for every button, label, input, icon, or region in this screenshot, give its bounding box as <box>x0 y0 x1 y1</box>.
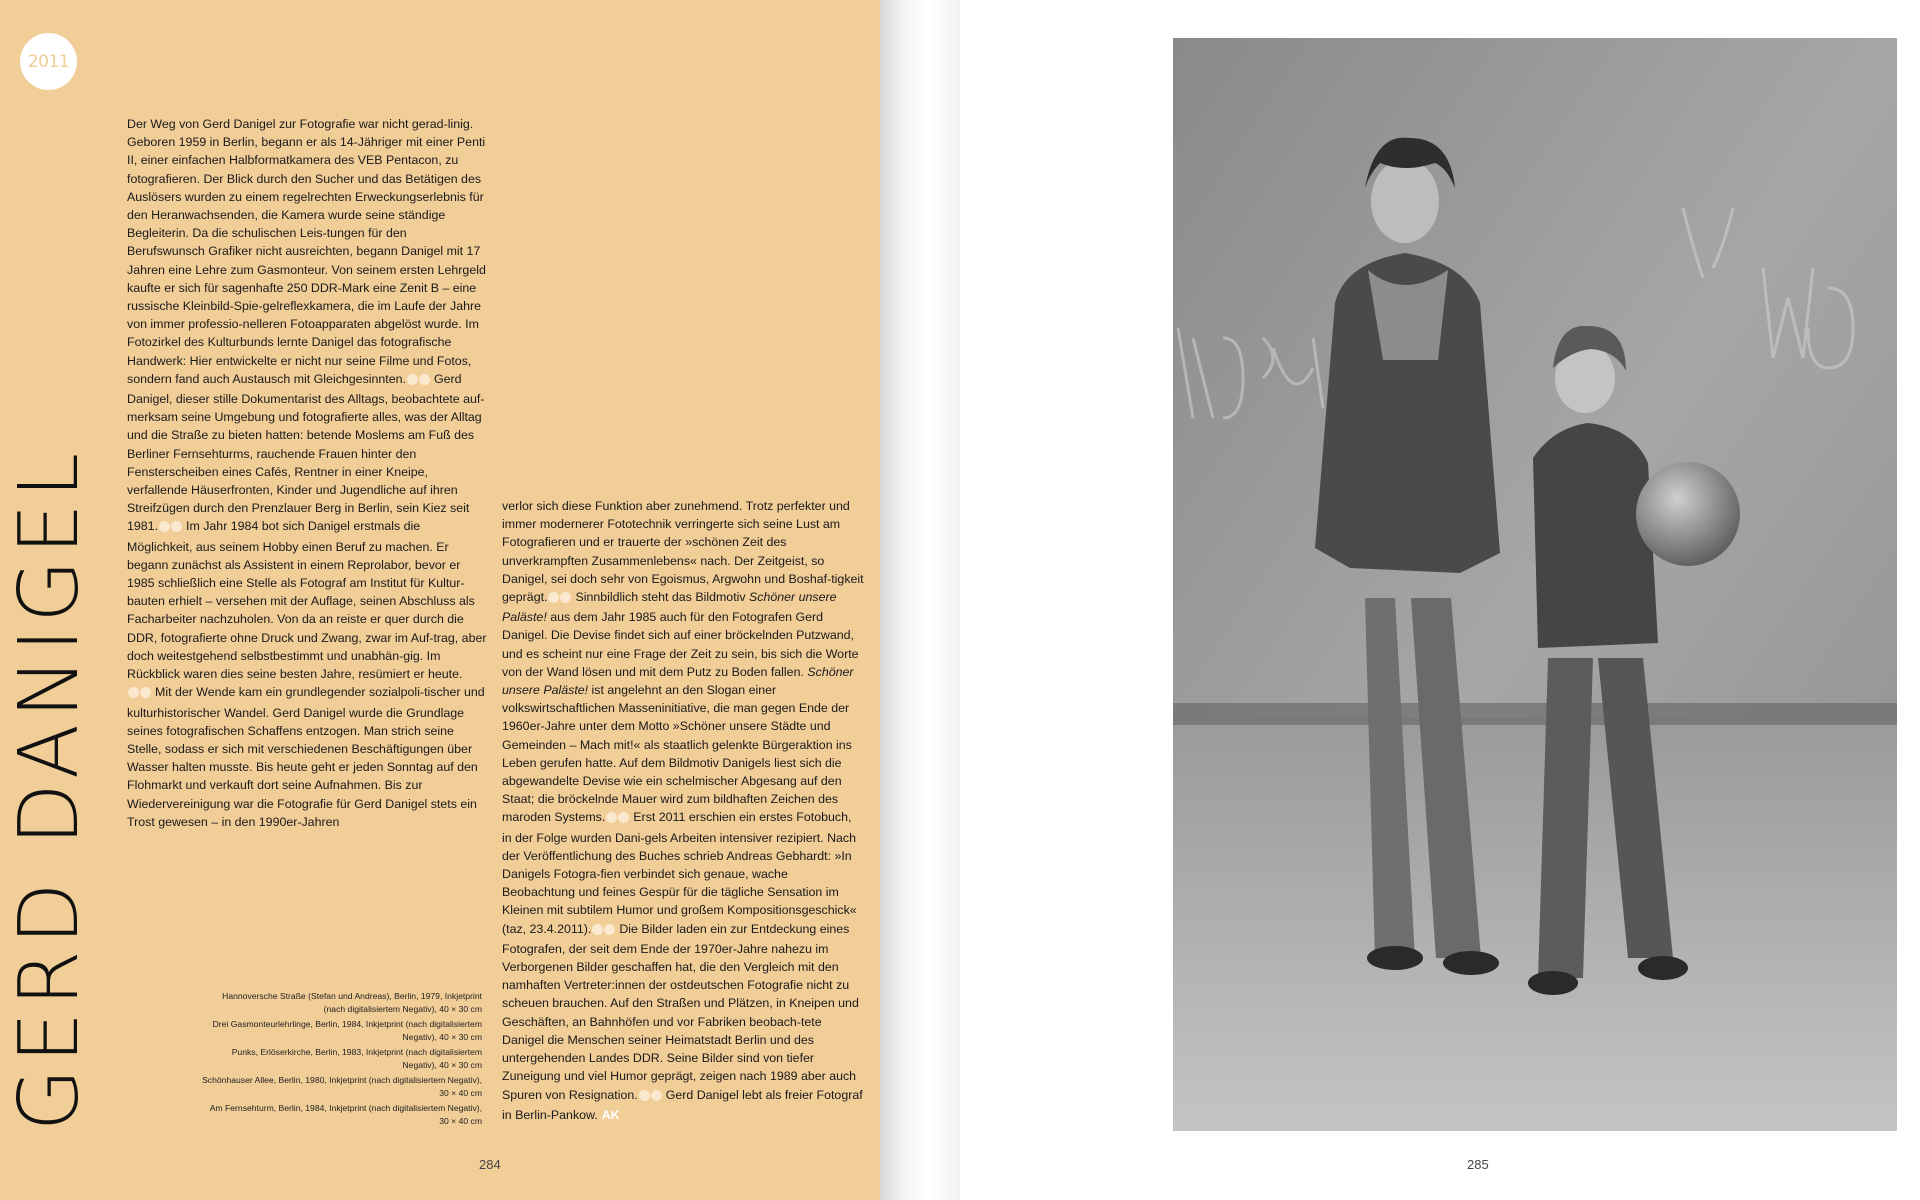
separator-dots-icon <box>606 810 630 828</box>
separator-dots-icon <box>592 922 616 940</box>
artwork-title: Schöner unsere Paläste! <box>502 664 854 698</box>
para-6c: ist angelehnt an den Slogan einer volkswirtschaftlichen Masseninitiative, die man gegen Ende der 1960er-Jahre unter dem Motto »Schöner unsere Städte und Gemeinden – Mach mit!« als staatlich gelenkte Bürgeraktion ins Leben gerufen hatte. Auf dem Bildmotiv Danigels liest sich die abgewandelte Devise wie ein schelmischer Abgesang auf den Staat; die bröckelnde Mauer wird zum bildhaften Zeichen des maroden Systems. <box>502 683 852 825</box>
para-7: Erst 2011 erschien ein erstes Fotobuch, in der Folge wurden Dani-gels Arbeiten intensiver rezipiert. Nach der Veröffentlichung des Buches schrieb Andreas Gebhardt: »In Danigels Fotogra-fien verbindet sich genaue, wache Beobachtung und feines Gespür für die tägliche Sensation im Kleinen mit subtilem Humor und großem Kompositionsgeschick« (taz, 23.4.2011). <box>502 810 857 936</box>
caption: Drei Gasmonteurlehrlinge, Berlin, 1984, Inkjetprint (nach digitalisiertem Negativ), 40 × 30 cm <box>212 1019 482 1042</box>
para-1: Der Weg von Gerd Danigel zur Fotografie war nicht gerad-linig. Geboren 1959 in Berlin, begann er als 14-Jähriger mit einer Penti II, einer einfachen Halbformatkamera des VEB Pentacon, zu fotografieren. Der Blick durch den Sucher und das Betätigen des Auslösers wurden zu einem regelrechten Erweckungserlebnis für den Heranwachsenden, die Kamera wurde seine ständige Begleiterin. Da die schulischen Leis-tungen für den Berufswunsch Grafiker nicht ausreichten, begann Danigel mit 17 Jahren eine Lehre zum Gasmonteur. Von seinem ersten Lehrgeld kaufte er sich für sagenhafte 250 DDR-Mark eine Zenit B – eine russische Kleinbild-Spie-gelreflexkamera, die im Laufe der Jahre von immer professio-nelleren Fotoapparaten abgelöst wurde. Im Fotozirkel des Kulturbunds lernte Danigel das fotografische Handwerk: Hier entwickelte er nicht nur seine Filme und Fotos, sondern fand auch Austausch mit Gleichgesinnten. <box>127 117 486 386</box>
paragraph-continued <box>502 497 864 1124</box>
book-gutter <box>880 0 960 1200</box>
artist-name-container <box>2 115 97 1131</box>
left-page <box>0 0 880 1200</box>
wall-base <box>1173 703 1897 725</box>
artist-name <box>2 115 97 1131</box>
caption: Punks, Erlöserkirche, Berlin, 1983, Inkjetprint (nach digitalisiertem Negativ), 40 × 30 cm <box>231 1047 482 1070</box>
para-8: Die Bilder laden ein zur Entdeckung eines Fotografen, der seit dem Ende der 1970er-Jahre nahezu im Verborgenen Bilder geschaffen hat, die den Vergleich mit den namhaften Vertreter:innen der ostdeutschen Fotografie nicht zu scheuen brauchen. Auf den Straßen und Plätzen, in Kneipen und Geschäften, an Bahnhöfen und vor Fabriken beobach-tete Danigel die Menschen seiner Heimatstadt Berlin und des untergehenden Landes DDR. Seine Bilder sind von tiefer Zuneigung und viel Humor geprägt, zeigen nach 1989 aber auch Spuren von Resignation. <box>502 921 859 1102</box>
caption: Schönhauser Allee, Berlin, 1980, Inkjetprint (nach digitalisiertem Negativ), 30 × 40 cm <box>202 1075 482 1098</box>
para-5: verlor sich diese Funktion aber zunehmend. Trotz perfekter und immer modernerer Fototechnik verringerte sich seine Lust am Fotografieren und er trauerte der »schönen Zeit des unverkrampften Zusammenlebens« nach. Der Zeitgeist, so Danigel, sei doch sehr von Egoismus, Argwohn und Boshaf-tigkeit geprägt. <box>502 499 864 605</box>
caption: Hannoversche Straße (Stefan und Andreas), Berlin, 1979, Inkjetprint (nach digitalisiertem Negativ), 40 × 30 cm <box>222 991 482 1014</box>
ground <box>1173 718 1897 1131</box>
para-6b: aus dem Jahr 1985 auch für den Fotografen Gerd Danigel. Die Devise findet sich auf einer bröckelnden Putzwand, und es scheint nur eine Frage der Zeit zu sein, bis sich die Worte von der Wand lösen und mit dem Putz zu Boden fallen. <box>502 610 859 679</box>
photograph-two-boys-with-ball <box>1173 38 1897 1131</box>
photograph <box>1173 38 1897 1131</box>
para-4: Mit der Wende kam ein grundlegender sozialpoli-tischer und kulturhistorischer Wandel. Gerd Danigel wurde die Grundlage seines fotografischen Schaffens entzogen. Man strich seine Stelle, sodass er sich mit verschiedenen Beschäftigungen über Wasser halten musste. Bis heute geht er jeden Sonntag auf den Flohmarkt und verkauft dort seine Aufnahmen. Bis zur Wiedervereinigung war die Fotografie für Gerd Danigel stets ein Trost gewesen – in den 1990er-Jahren <box>127 685 485 829</box>
separator-dots-icon <box>548 590 572 608</box>
paragraph-intro <box>127 115 487 831</box>
separator-dots-icon <box>159 519 183 537</box>
caption: Am Fernsehturm, Berlin, 1984, Inkjetprint (nach digitalisiertem Negativ), 30 × 40 cm <box>209 1103 482 1126</box>
separator-dots-icon <box>407 372 431 390</box>
year-badge: 2011 <box>20 33 77 90</box>
page-number-left: 284 <box>479 1157 501 1172</box>
text-column-2 <box>502 497 864 1124</box>
ball <box>1636 462 1740 566</box>
image-captions <box>200 990 482 1130</box>
para-6a: Sinnbildlich steht das Bildmotiv <box>575 590 750 605</box>
para-2: Gerd Danigel, dieser stille Dokumentarist des Alltags, beobachtete auf-merksam seine Umgebung und fotografierte alles, was der Alltag und die Straße zu bieten hatten: betende Moslems am Fuß des Berliner Fernsehturms, rauchende Frauen hinter den Fensterscheiben eines Cafés, Rentner in einer Kneipe, verfallende Häuserfronten, Kinder und Jugendliche auf ihren Streifzügen durch den Prenzlauer Berg in Berlin, sein Kiez seit 1981. <box>127 371 485 534</box>
separator-dots-icon <box>639 1088 663 1106</box>
author-initials: AK <box>601 1107 620 1122</box>
text-column-1 <box>127 115 487 831</box>
para-3: Im Jahr 1984 bot sich Danigel erstmals die Möglichkeit, aus seinem Hobby einen Beruf zu machen. Er begann zunächst als Assistent in einem Reprolabor, bevor er 1985 schließlich eine Stelle als Fotograf am Institut für Kultur-bauten erhielt – versehen mit der Auflage, seinen Abschluss als Facharbeiter nachzuholen. Von da an reiste er quer durch die DDR, fotografierte ohne Druck und Zwang, zwar im Auf-trag, aber doch weitestgehend selbstbestimmt und unabhän-gig. Im Rückblick waren dies seine besten Jahre, resümiert er heute. <box>127 519 487 682</box>
artist-name-text: GERD DANIGEL <box>2 447 97 1131</box>
separator-dots-icon <box>128 685 152 703</box>
page-number-right: 285 <box>1467 1157 1489 1172</box>
artwork-title: Schöner unsere Paläste! <box>502 590 837 625</box>
para-9: Gerd Danigel lebt als freier Fotograf in Berlin-Pankow. <box>502 1087 863 1122</box>
